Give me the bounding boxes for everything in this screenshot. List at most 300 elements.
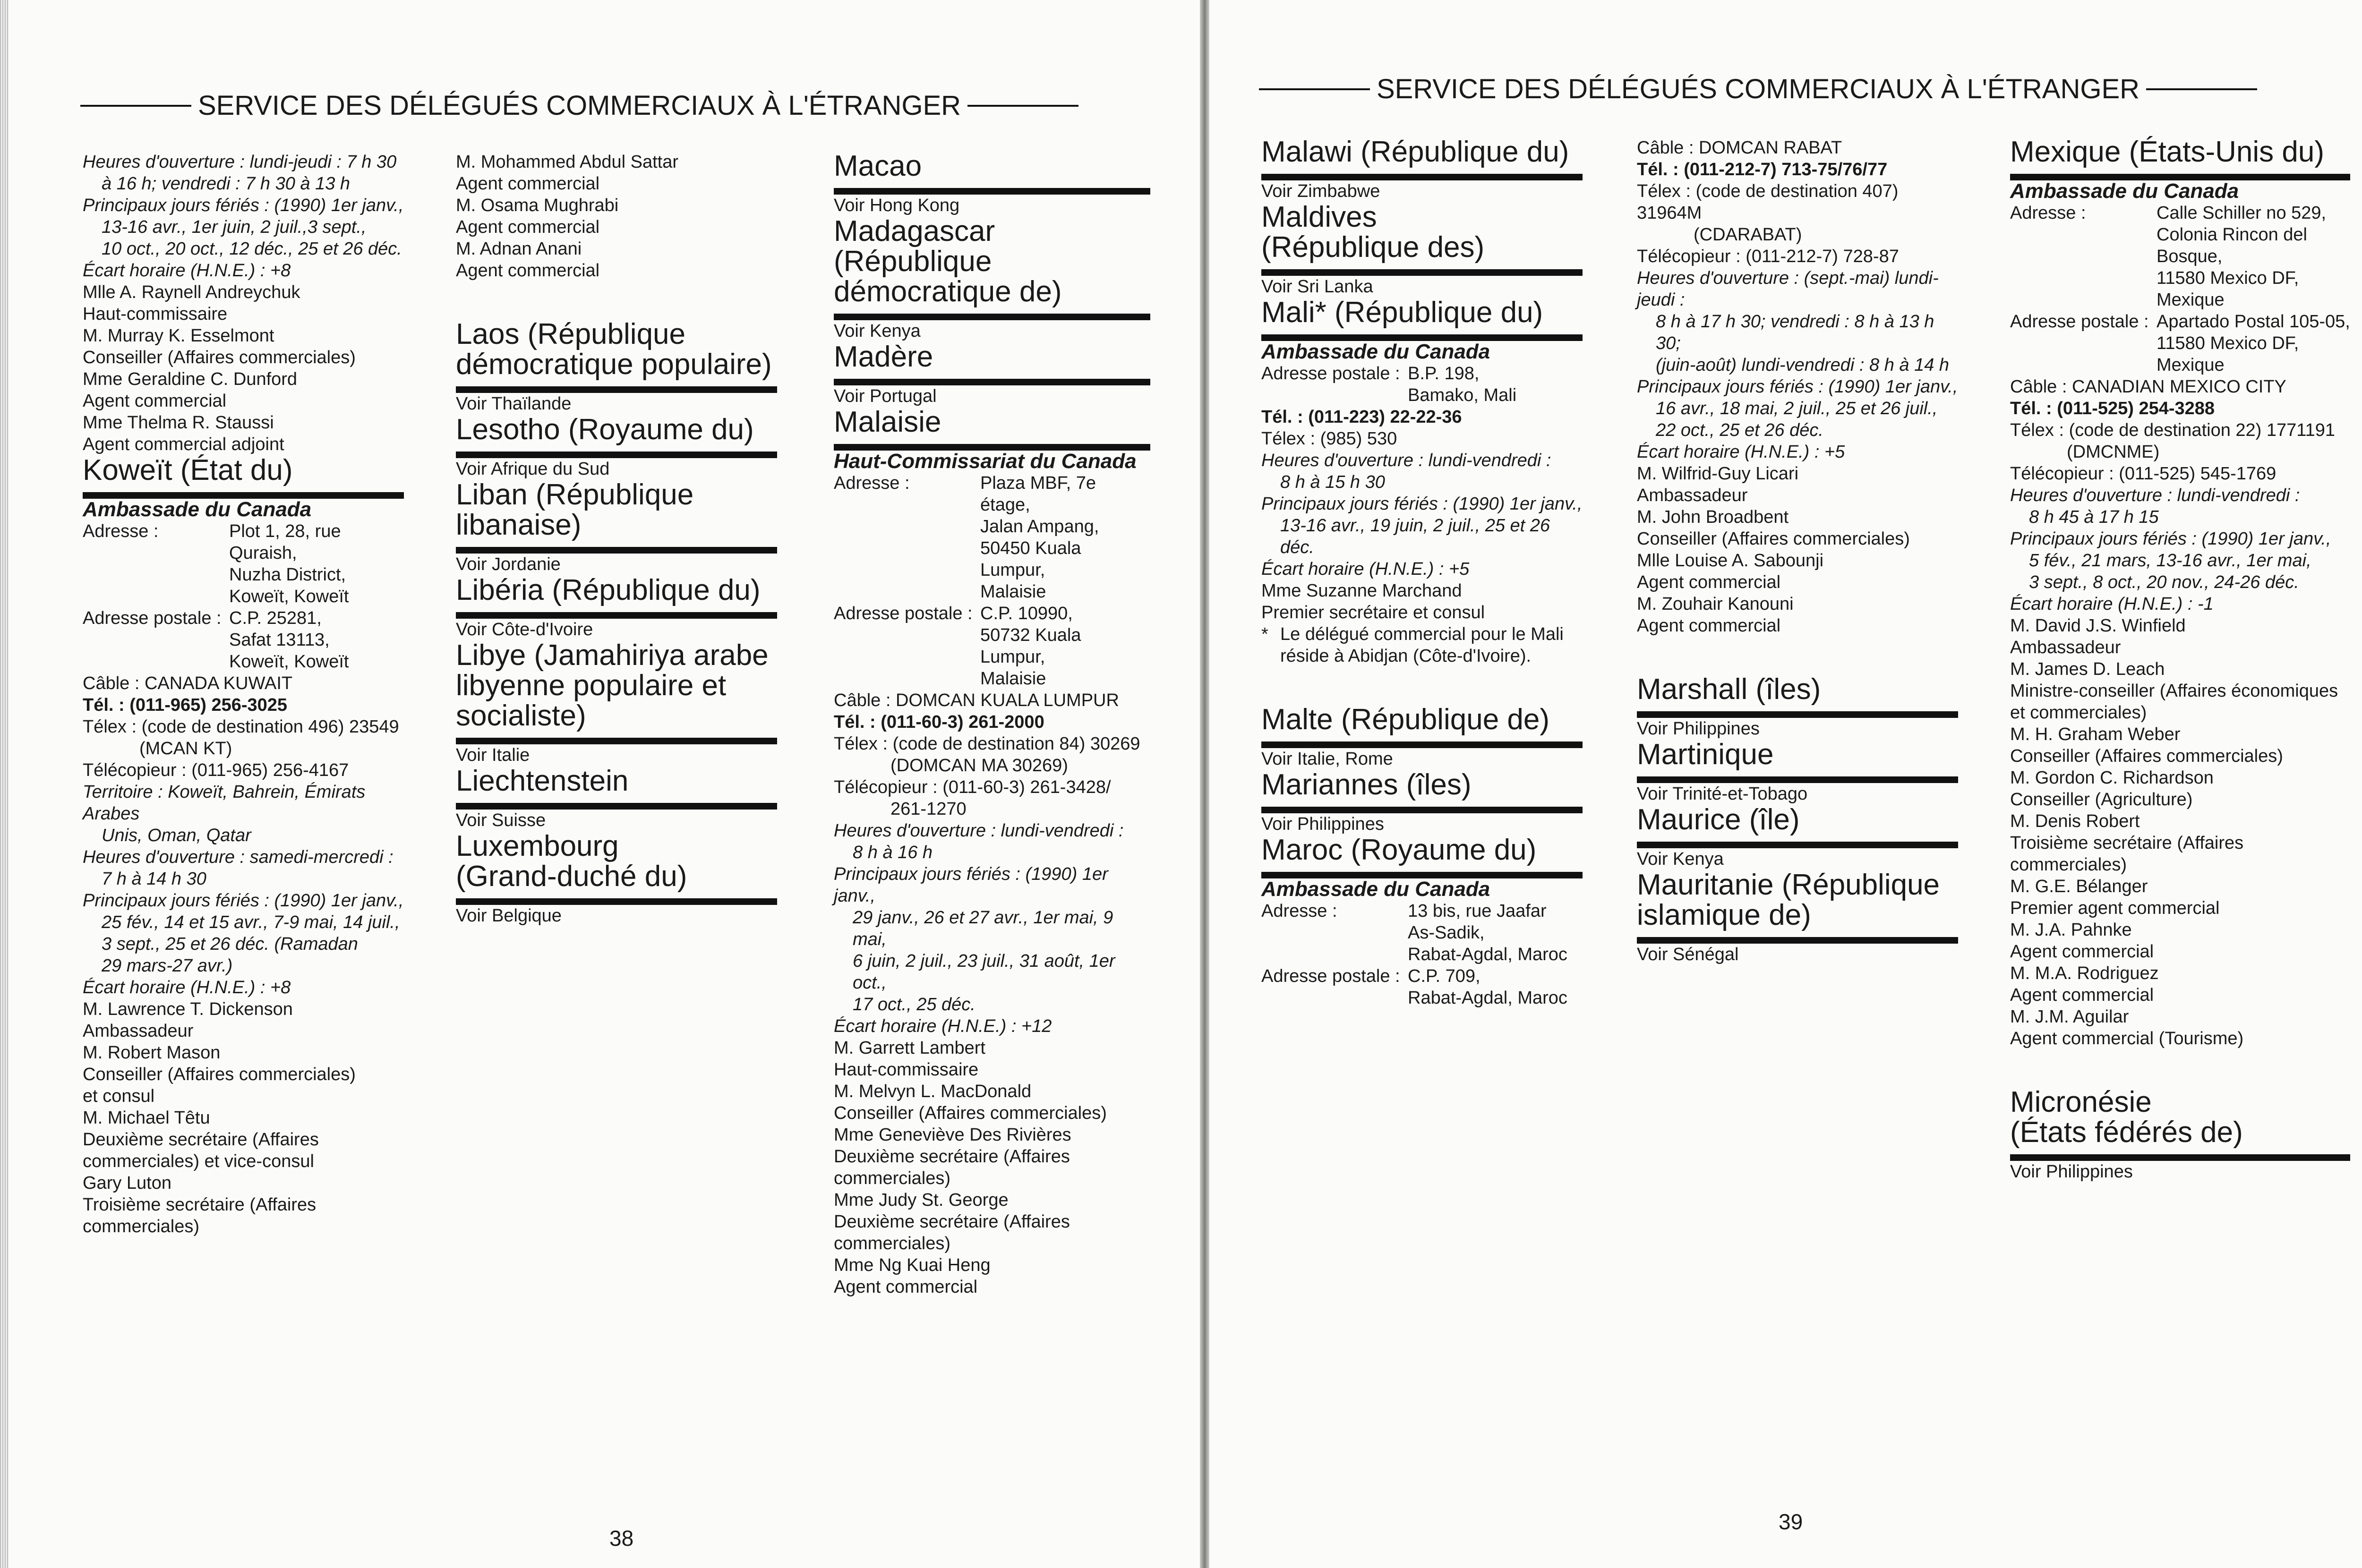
person-name: M. Wilfrid-Guy Licari [1637, 464, 1799, 484]
address-value: Jalan Ampang, [980, 517, 1099, 537]
address-value: C.P. 25281, [229, 608, 322, 628]
footnote-marker: * [1261, 624, 1268, 644]
text-line: 13-16 avr., 19 juin, 2 juil., 25 et 26 déc. [1280, 516, 1550, 557]
text-line: 3 sept., 25 et 26 déc. (Ramadan [102, 934, 358, 954]
address-value: Bosque, [2157, 247, 2223, 266]
person [1637, 463, 1958, 506]
country-heading [1637, 674, 1958, 718]
heading-line: Madagascar [834, 215, 995, 247]
running-title-text: SERVICE DES DÉLÉGUÉS COMMERCIAUX À L'ÉTRANGER [1377, 74, 2140, 104]
person-title: Agent commercial [1637, 572, 1781, 592]
book-gutter [1200, 0, 1209, 1568]
person-name: M. Robert Mason [83, 1043, 221, 1063]
text-line: Heures d'ouverture : lundi-vendredi : [1261, 451, 1551, 470]
see-reference: Voir Afrique du Sud [456, 459, 610, 479]
heading-line: (Grand-duché du) [456, 860, 687, 893]
heading-line: Maldives [1261, 201, 1377, 233]
address-value: Colonia Rincon del [2157, 225, 2307, 245]
country-heading: Malaisie [834, 407, 1150, 451]
person-title: et commerciales) [2010, 703, 2147, 723]
page-number: 38 [609, 1526, 634, 1551]
cable-line: Câble : DOMCAN RABAT [1637, 138, 1842, 158]
person-title: Ambassadeur [1637, 486, 1748, 505]
text-line: Écart horaire (H.N.E.) : +5 [1637, 442, 1845, 462]
address-label [834, 516, 971, 537]
heading-line: libyenne populaire et [456, 669, 727, 702]
text-line: 10 oct., 20 oct., 12 déc., 25 et 26 déc. [102, 239, 402, 259]
address-value: Malaisie [980, 582, 1046, 602]
heading-line: Macao [834, 150, 922, 182]
phone-line: Tél. : (011-223) 22-22-36 [1261, 407, 1462, 427]
person [83, 1172, 404, 1237]
telex-line: Télex : (code de destination 22) 1771191 [2010, 420, 2335, 440]
text-line: Écart horaire (H.N.E.) : +12 [834, 1016, 1052, 1036]
address-label [834, 537, 971, 581]
hours-block [1637, 267, 1958, 463]
address-label [83, 629, 220, 651]
address-label: Adresse postale : [1261, 364, 1400, 383]
address-value: Plot 1, 28, rue Quraish, [229, 521, 341, 563]
telex-line: (DMCNME) [2067, 442, 2160, 462]
text-line: 7 h à 14 h 30 [102, 869, 206, 889]
address-label: Adresse postale : [2010, 312, 2149, 332]
text-line: Écart horaire (H.N.E.) : +8 [83, 978, 291, 997]
see-reference: Voir Philippines [1637, 719, 1760, 739]
see-reference: Voir Philippines [2010, 1162, 2133, 1182]
address-value: Plaza MBF, 7e étage, [980, 473, 1096, 515]
phone-line: Tél. : (011-60-3) 261-2000 [834, 712, 1044, 732]
heading-line: Laos (République [456, 318, 686, 350]
address-grid [834, 472, 1150, 690]
country-heading [456, 831, 777, 905]
person [83, 368, 404, 412]
see-reference: Voir Kenya [834, 321, 921, 341]
address-grid [2010, 202, 2350, 376]
see-reference: Voir Sri Lanka [1261, 277, 1373, 297]
territory-block [83, 781, 404, 846]
address-value: Nuzha District, [229, 565, 346, 585]
person [2010, 919, 2350, 963]
person-name: Mme Geraldine C. Dunford [83, 369, 298, 389]
country-heading: Koweït (État du) [83, 455, 404, 499]
person [2010, 724, 2350, 767]
heading-line: (République des) [1261, 231, 1485, 264]
text-line: Principaux jours fériés : (1990) 1er janv., [1637, 377, 1958, 397]
address-label [2010, 267, 2147, 289]
text-line: 5 fév., 21 mars, 13-16 avr., 1er mai, [2029, 551, 2311, 571]
person-name: Mlle A. Raynell Andreychuk [83, 282, 300, 302]
fax-line: 261-1270 [890, 799, 967, 819]
text-line: Principaux jours fériés : (1990) 1er janv., [834, 864, 1108, 906]
text-line: Principaux jours fériés : (1990) 1er janv., [1261, 494, 1583, 514]
text-line: 8 h 45 à 17 h 15 [2029, 507, 2159, 527]
person [83, 1042, 404, 1107]
see-reference: Voir Hong Kong [834, 196, 960, 215]
address-label [2010, 354, 2147, 376]
country-heading [1637, 740, 1958, 783]
heading-line: Madère [834, 341, 933, 373]
page-edge [0, 0, 9, 1568]
text-line: 22 oct., 25 et 26 déc. [1656, 420, 1823, 440]
running-title-text: SERVICE DES DÉLÉGUÉS COMMERCIAUX À L'ÉTRANGER [198, 90, 961, 121]
text-line: Heures d'ouverture : lundi-vendredi : [834, 821, 1124, 841]
person-name: M. Murray K. Esselmont [83, 326, 274, 346]
person-name: M. J.M. Aguilar [2010, 1007, 2129, 1027]
see-reference: Voir Thaïlande [456, 394, 572, 414]
country-heading [1261, 202, 1583, 276]
heading-line: démocratique de) [834, 275, 1062, 308]
address-value: Malaisie [980, 669, 1046, 689]
country-heading: Maroc (Royaume du) [1261, 835, 1583, 878]
address-grid [83, 520, 404, 673]
see-reference: Voir Italie [456, 745, 530, 765]
text-line: Unis, Oman, Qatar [102, 826, 251, 845]
see-reference: Voir Trinité-et-Tobago [1637, 784, 1808, 804]
person-name: M. Garrett Lambert [834, 1038, 985, 1058]
telex-line: Télex : (code de destination 84) 30269 [834, 734, 1140, 754]
address-label [2010, 224, 2147, 246]
person [834, 1254, 1150, 1298]
telex-line: (MCAN KT) [139, 739, 232, 758]
person-name: M. M.A. Rodriguez [2010, 963, 2159, 983]
person [834, 1124, 1150, 1189]
heading-line: Luxembourg [456, 830, 619, 862]
person-title: Deuxième secrétaire (Affaires [83, 1130, 319, 1150]
heading-line: Lesotho (Royaume du) [456, 413, 754, 446]
country-heading [456, 640, 777, 744]
telex-line: Télex : (code de destination 407) 31964M [1637, 181, 1899, 223]
address-value: C.P. 10990, [980, 604, 1073, 623]
person-title: Agent commercial (Tourisme) [2010, 1029, 2244, 1048]
see-reference: Voir Sénégal [1637, 945, 1739, 964]
address-grid [1261, 363, 1583, 406]
person [1261, 580, 1583, 623]
person-name: M. J.A. Pahnke [2010, 920, 2132, 940]
heading-line: Malte (République de) [1261, 703, 1550, 736]
heading-line: Malawi (République du) [1261, 136, 1569, 168]
phone-line: Tél. : (011-525) 254-3288 [2010, 399, 2215, 418]
person-name: M. G.E. Bélanger [2010, 877, 2148, 896]
see-reference: Voir Portugal [834, 386, 937, 406]
text-line: 17 oct., 25 déc. [853, 995, 976, 1014]
person-title: Haut-commissaire [834, 1060, 979, 1080]
country-heading [456, 415, 777, 458]
person-title: et consul [83, 1086, 155, 1106]
right-column-3 [2010, 137, 2350, 1183]
text-line: (juin-août) lundi-vendredi : 8 h à 14 h [1656, 355, 1950, 375]
cable-line: Câble : CANADA KUWAIT [83, 673, 293, 693]
heading-line: Martinique [1637, 738, 1774, 771]
person-title: Haut-commissaire [83, 304, 228, 324]
telex-line: (CDARABAT) [1694, 225, 1802, 245]
country-heading [1637, 870, 1958, 944]
heading-line: Micronésie [2010, 1086, 2152, 1118]
cable-line: Câble : CANADIAN MEXICO CITY [2010, 377, 2286, 397]
address-label [1261, 944, 1398, 965]
person-name: M. H. Graham Weber [2010, 724, 2181, 744]
person-title: Conseiller (Affaires commerciales) [1637, 529, 1910, 549]
person-title: Deuxième secrétaire (Affaires commerciales) [834, 1212, 1070, 1253]
hours-block [83, 846, 404, 998]
country-heading [456, 480, 777, 554]
heading-line: démocratique populaire) [456, 348, 772, 381]
country-heading [1261, 770, 1583, 813]
person-title: Premier agent commercial [2010, 898, 2220, 918]
person-title: Ambassadeur [2010, 638, 2121, 657]
text-line: Principaux jours fériés : (1990) 1er janv., [83, 196, 404, 215]
country-heading [834, 216, 1150, 320]
right-column-1 [1261, 137, 1583, 1009]
text-line: 16 avr., 18 mai, 2 juil., 25 et 26 juil., [1656, 399, 1938, 418]
country-heading: Mexique (États-Unis du) [2010, 137, 2350, 180]
see-reference: Voir Côte-d'Ivoire [456, 620, 593, 639]
person-title: Agent commercial [834, 1277, 978, 1297]
address-value: C.P. 709, [1408, 966, 1481, 986]
person-title: Agent commercial [456, 174, 600, 194]
text-line: 8 h à 15 h 30 [1280, 472, 1385, 492]
person-name: Mme Thelma R. Staussi [83, 413, 274, 433]
left-column-3 [834, 151, 1150, 1298]
text-line: réside à Abidjan (Côte-d'Ivoire). [1280, 646, 1532, 666]
person-name: M. Zouhair Kanouni [1637, 594, 1794, 614]
person-name: M. Gordon C. Richardson [2010, 768, 2214, 788]
heading-line: Mariannes (îles) [1261, 768, 1472, 801]
heading-line: Libye (Jamahiriya arabe [456, 639, 769, 672]
address-label [834, 581, 971, 603]
person-title: Conseiller (Affaires commerciales) [2010, 746, 2283, 766]
person [1637, 593, 1958, 637]
mission-name: Ambassade du Canada [2010, 179, 2239, 203]
heading-line: Libéria (République du) [456, 574, 761, 606]
person [83, 325, 404, 368]
hours-block [2010, 485, 2350, 615]
text-line: 6 juin, 2 juil., 23 juil., 31 août, 1er oct., [853, 951, 1115, 993]
address-value: Bamako, Mali [1408, 385, 1517, 405]
person-title: Conseiller (Affaires commerciales) [83, 348, 356, 367]
person-name: M. James D. Leach [2010, 659, 2165, 679]
heading-line: Marshall (îles) [1637, 673, 1821, 706]
country-heading [834, 342, 1150, 385]
hours-block [1261, 450, 1583, 580]
address-value: Mexique [2157, 290, 2225, 310]
person-title: Conseiller (Affaires commerciales) [834, 1103, 1107, 1123]
person-title: Agent commercial [2010, 942, 2154, 962]
telex-line: Télex : (985) 530 [1261, 429, 1397, 449]
text-line: 25 fév., 14 et 15 avr., 7-9 mai, 14 juil., [102, 912, 400, 932]
address-grid [1261, 900, 1583, 1009]
heading-line: Maurice (île) [1637, 803, 1800, 836]
person-name: M. Melvyn L. MacDonald [834, 1082, 1032, 1101]
address-label: Adresse : [834, 473, 910, 493]
person-name: M. John Broadbent [1637, 507, 1789, 527]
country-heading [456, 319, 777, 393]
person-title: Premier secrétaire et consul [1261, 603, 1485, 622]
text-line: Heures d'ouverture : lundi-vendredi : [2010, 486, 2300, 505]
address-label: Adresse postale : [83, 608, 222, 628]
person [456, 195, 777, 238]
mission-name: Ambassade du Canada [1261, 878, 1490, 901]
text-line: Territoire : Koweït, Bahrein, Émirats Arabes [83, 782, 366, 824]
text-line: Heures d'ouverture : samedi-mercredi : [83, 847, 394, 867]
address-value: Mexique [2157, 355, 2225, 375]
address-value: 13 bis, rue Jaafar [1408, 901, 1547, 921]
text-line: Principaux jours fériés : (1990) 1er janv., [2010, 529, 2331, 549]
address-value: B.P. 198, [1408, 364, 1480, 383]
heading-line: socialiste) [456, 699, 586, 732]
person [834, 1189, 1150, 1254]
footnote [1261, 623, 1583, 667]
see-reference: Voir Philippines [1261, 814, 1384, 834]
person [456, 151, 777, 195]
person-name: M. Lawrence T. Dickenson [83, 999, 293, 1019]
address-value: Apartado Postal 105-05, [2157, 312, 2350, 332]
telex-line: (DOMCAN MA 30269) [890, 756, 1068, 775]
person-name: Mme Suzanne Marchand [1261, 581, 1462, 601]
address-value: 11580 Mexico DF, [2157, 268, 2299, 288]
person-title: Conseiller (Affaires commerciales) [83, 1065, 356, 1084]
hours-block [834, 820, 1150, 1037]
person [1637, 506, 1958, 550]
country-heading [1261, 137, 1583, 180]
person-title: Agent commercial adjoint [83, 435, 284, 454]
address-label: Adresse : [2010, 203, 2086, 223]
country-heading [456, 575, 777, 619]
person-name: Gary Luton [83, 1173, 171, 1193]
person-name: M. Michael Têtu [83, 1108, 210, 1128]
address-value: Rabat-Agdal, Maroc [1408, 988, 1567, 1008]
heading-line: libanaise) [456, 509, 582, 541]
address-label: Adresse postale : [834, 604, 973, 623]
see-reference: Voir Zimbabwe [1261, 181, 1380, 201]
address-label [83, 564, 220, 586]
see-reference: Voir Italie, Rome [1261, 749, 1393, 769]
person-name: M. Mohammed Abdul Sattar [456, 152, 678, 172]
address-label [1261, 922, 1398, 944]
text-line: Principaux jours fériés : (1990) 1er janv., [83, 891, 404, 911]
person-name: Mlle Louise A. Sabounji [1637, 551, 1824, 571]
address-value: 50732 Kuala Lumpur, [980, 625, 1081, 667]
running-title [80, 90, 1078, 121]
person-title: Troisième secrétaire (Affaires commerciales) [83, 1195, 317, 1236]
fax-line: Télécopieur : (011-965) 256-4167 [83, 760, 349, 780]
person [83, 1107, 404, 1172]
person [2010, 767, 2350, 810]
country-heading [1637, 805, 1958, 848]
person-title: Troisième secrétaire (Affaires commerciales) [2010, 833, 2244, 875]
address-label: Adresse : [83, 521, 159, 541]
person [2010, 876, 2350, 919]
see-reference: Voir Suisse [456, 810, 546, 830]
address-label [2010, 246, 2147, 267]
mission-name: Ambassade du Canada [83, 498, 312, 521]
left-column-1 [83, 151, 404, 1237]
person-title: Conseiller (Agriculture) [2010, 790, 2193, 810]
person-title: Agent commercial [456, 217, 600, 237]
person [2010, 615, 2350, 658]
right-column-2 [1637, 137, 1958, 965]
phone-line: Tél. : (011-212-7) 713-75/76/77 [1637, 160, 1888, 179]
heading-line: Liban (République [456, 478, 694, 511]
address-value: Calle Schiller no 529, [2157, 203, 2327, 223]
person-title: Agent commercial [2010, 985, 2154, 1005]
heading-line: islamique de) [1637, 899, 1811, 931]
text-line: Écart horaire (H.N.E.) : +5 [1261, 559, 1470, 579]
person [1637, 550, 1958, 593]
text-line: 13-16 avr., 1er juin, 2 juil.,3 sept., [102, 217, 367, 237]
text-line: 3 sept., 8 oct., 20 nov., 24-26 déc. [2029, 572, 2299, 592]
person-name: M. David J.S. Winfield [2010, 616, 2186, 636]
person-name: M. Adnan Anani [456, 239, 582, 259]
person [456, 238, 777, 281]
person [83, 998, 404, 1042]
person-title: commerciales) et vice-consul [83, 1151, 314, 1171]
heading-line: (République [834, 245, 992, 278]
person [834, 1081, 1150, 1124]
person-title: Ministre-conseiller (Affaires économiques [2010, 681, 2338, 701]
text-line: Écart horaire (H.N.E.) : -1 [2010, 594, 2214, 614]
address-label [834, 668, 971, 690]
hours-block [83, 151, 404, 281]
text-line: à 16 h; vendredi : 7 h 30 à 13 h [102, 174, 351, 194]
address-value: As-Sadik, [1408, 923, 1485, 943]
cable-line: Câble : DOMCAN KUALA LUMPUR [834, 690, 1119, 710]
text-line: 29 janv., 26 et 27 avr., 1er mai, 9 mai, [853, 908, 1113, 949]
text-line: 8 h à 17 h 30; vendredi : 8 h à 13 h 30; [1656, 312, 1934, 353]
text-line: Heures d'ouverture : (sept.-mai) lundi-jeudi : [1637, 268, 1939, 310]
person-title: Agent commercial [1637, 616, 1781, 636]
person-title: Agent commercial [456, 261, 600, 281]
heading-line: (États fédérés de) [2010, 1116, 2243, 1149]
country-heading [456, 766, 777, 810]
person-name: Mme Judy St. George [834, 1190, 1009, 1210]
address-value: Koweït, Koweït [229, 587, 349, 606]
country-heading [834, 151, 1150, 195]
heading-line: Mauritanie (République [1637, 869, 1940, 901]
text-line: Écart horaire (H.N.E.) : +8 [83, 261, 291, 281]
address-value: 50450 Kuala Lumpur, [980, 538, 1081, 580]
page-number: 39 [1779, 1509, 1803, 1534]
phone-line: Tél. : (011-965) 256-3025 [83, 695, 288, 715]
fax-line: Télécopieur : (011-60-3) 261-3428/ [834, 777, 1111, 797]
person-name: Mme Ng Kuai Heng [834, 1255, 991, 1275]
person-title: Deuxième secrétaire (Affaires commerciales) [834, 1147, 1070, 1188]
address-label [834, 624, 971, 668]
address-value: Rabat-Agdal, Maroc [1408, 945, 1567, 964]
person-title: Ambassadeur [83, 1021, 194, 1041]
person [2010, 963, 2350, 1006]
person-name: Mme Geneviève Des Rivières [834, 1125, 1071, 1145]
country-heading [2010, 1087, 2350, 1161]
person [83, 281, 404, 325]
fax-line: Télécopieur : (011-212-7) 728-87 [1637, 247, 1899, 266]
person [2010, 658, 2350, 724]
person [2010, 810, 2350, 876]
see-reference: Voir Belgique [456, 906, 562, 926]
right-page [1209, 0, 2362, 1568]
address-label: Adresse postale : [1261, 966, 1400, 986]
mission-name: Haut-Commissariat du Canada [834, 450, 1137, 473]
see-reference: Voir Jordanie [456, 554, 561, 574]
mission-name: Ambassade du Canada [1261, 340, 1490, 363]
address-label [83, 651, 220, 673]
text-line: 8 h à 16 h [853, 843, 933, 862]
person [2010, 1006, 2350, 1049]
left-column-2 [456, 151, 777, 927]
person-name: M. Denis Robert [2010, 811, 2140, 831]
address-label [1261, 987, 1398, 1009]
address-label: Adresse : [1261, 901, 1337, 921]
address-label [2010, 332, 2147, 354]
